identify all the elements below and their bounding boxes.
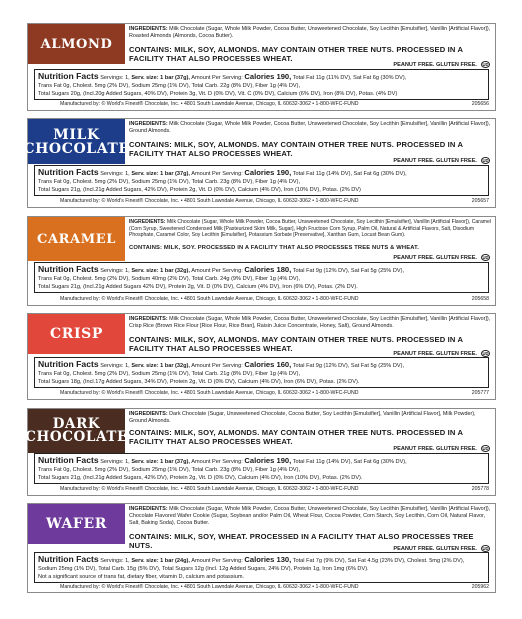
allergen-statement: CONTAINS: MILK, SOY, ALMONDS. MAY CONTAIN OTHER TREE NUTS. PROCESSED IN A FACILITY THAT ALSO PROCESSES WHEAT. (129, 428, 463, 446)
product-card-almond (27, 23, 496, 111)
manufacturer-line: Manufactured by: © World's Finest® Chocolate, Inc. • 4801 South Lawndale Avenue, Chicago, IL 60632-3062 • 1-800-WFC-FUND 205658 (60, 296, 489, 302)
product-badge: CRISP (28, 314, 125, 354)
product-badge: CARAMEL (28, 217, 125, 261)
allergen-claims: PEANUT FREE. GLUTEN FREE. UD (393, 350, 489, 357)
allergen-statement: CONTAINS: MILK, SOY. PROCESSED IN A FACILITY THAT ALSO PROCESSES TREE NUTS & WHEAT. (129, 245, 419, 251)
kosher-icon: UD (482, 351, 489, 356)
manufacturer-line: Manufactured by: © World's Finest® Chocolate, Inc. • 4801 South Lawndale Avenue, Chicago, IL 60632-3062 • 1-800-WFC-FUND 205656 (60, 101, 489, 107)
nutrition-facts-panel: Nutrition Facts Servings: 1, Serv. size: 1 bar (24g), Amount Per Serving: Calories 130, Total Fat 7g (9% DV), Sat Fat 4.5g (23% DV), Cholest. 5mg (2% DV), Sodium 25mg (1% DV), Total Carb. 15g (5% DV), Total Sugars 12g (Incl. 12g Added Sugars, 24% DV), Protein 1g, Iron 1mg (6% DV). Not a significant source of trans fat, dietary fiber, vitamin D, calcium and potassium. (34, 552, 489, 583)
allergen-statement: CONTAINS: MILK, SOY, ALMONDS. MAY CONTAIN OTHER TREE NUTS. PROCESSED IN A FACILITY THAT ALSO PROCESSES WHEAT. (129, 140, 463, 158)
allergen-claims: PEANUT FREE. GLUTEN FREE. UD (393, 445, 489, 452)
allergen-claims: PEANUT FREE. GLUTEN FREE. UD (393, 545, 489, 552)
product-badge: MILK CHOCOLATE (28, 119, 125, 164)
kosher-icon: UD (482, 446, 489, 451)
kosher-icon: UD (482, 255, 489, 260)
ingredients-text: INGREDIENTS: Milk Chocolate (Sugar, Whole Milk Powder, Cocoa Butter, Unsweetened Chocolate, Soy Lecithin [Emulsifier], Vanillin [Artificial Flavor]), Ground Almonds. (129, 121, 491, 135)
product-card-milk-chocolate (23, 118, 496, 208)
product-badge: ALMOND (28, 24, 125, 64)
nutrition-facts-panel: Nutrition Facts Servings: 1, Serv. size: 1 bar (37g), Amount Per Serving: Calories 190, Total Fat 11g (14% DV), Sat Fat 6g (30% DV), Trans Fat 0g, Cholest. 5mg (2% DV), Sodium 25mg (1% DV), Total Carb. 23g (8% DV), Fiber 1g (4% DV), Total Sugars 21g, (Incl.21g Added Sugars, 42% DV), Protein 2g, Vit. D (0% DV), Calcium (4% DV), Iron (10% DV), Potas. (2% DV). (34, 453, 489, 484)
product-card-wafer (27, 503, 496, 593)
allergen-statement: CONTAINS: MILK, SOY, ALMONDS. MAY CONTAIN OTHER TREE NUTS. PROCESSED IN A FACILITY THAT ALSO PROCESSES WHEAT. (129, 335, 463, 353)
nutrition-facts-panel: Nutrition Facts Servings: 1, Serv. size: 1 bar (32g), Amount Per Serving: Calories 180, Total Fat 9g (12% DV), Sat Fat 5g (25% DV), Trans Fat 0g, Cholest. 5mg (2% DV), Sodium 40mg (2% DV), Total Carb. 24g (9% DV), Fiber 1g (4% DV), Total Sugars 21g, (Incl.21g Added Sugars 42% DV), Protein 2g, Vit. D (0% DV), Calcium (4% DV), Iron (6% DV), Potas. (2% DV). (34, 262, 489, 293)
ingredients-text: INGREDIENTS: Milk Chocolate (Sugar, Whole Milk Powder, Cocoa Butter, Unsweetened Chocolate, Soy Lecithin [Emulsifier], Vanillin [Artificial Flavor]), Caramel (Corn Syrup, Sweetened Condensed Milk [Pasteurized Skim Milk, Sugar], High Fructose Corn Syrup, Palm Oil, Natural & Artificial Flavors, Salt, Disodium Phosphate, Caramel Color, Soy Lecithin [Emulsifier], Potassium Sorbate [Preservative], Xanthan Gum, Locust Bean Gum). (129, 219, 491, 239)
product-badge: WAFER (28, 504, 125, 544)
kosher-icon: UD (482, 546, 489, 551)
allergen-statement: CONTAINS: MILK, SOY, WHEAT. PROCESSED IN A FACILITY THAT ALSO PROCESSES TREE NUTS. (129, 532, 474, 550)
ingredients-text: INGREDIENTS: Milk Chocolate (Sugar, Whole Milk Powder, Cocoa Butter, Unsweetened Chocolate, Soy Lecithin [Emulsifier], Vanillin [Artificial Flavor]), Crisp Rice (Brown Rice Flour [Rice Flour, Rice Bran], Raisin Juice Concentrate, Honey, Salt), Ground Almonds. (129, 316, 491, 330)
ingredients-text: INGREDIENTS: Milk Chocolate (Sugar, Whole Milk Powder, Cocoa Butter, Unsweetened Chocolate, Soy Lecithin [Emulsifier], Vanillin [Artificial Flavor]), Roasted Almonds (Almonds, Cocoa Butter). (129, 26, 491, 40)
manufacturer-line: Manufactured by: © World's Finest® Chocolate, Inc. • 4801 South Lawndale Avenue, Chicago, IL 60632-3062 • 1-800-WFC-FUND 205962 (60, 584, 489, 590)
ingredients-text: INGREDIENTS: Milk Chocolate (Sugar, Whole Milk Powder, Cocoa Butter, Unsweetened Chocolate, Soy Lecithin [Emulsifier], Vanillin [Artificial Flavor]), Chocolate Flavored Wafer Cookie (Sugar, Soybean and/or Palm Oil, Wheat Flour, Cocoa Powder, Corn Starch, Soy Lecithin, Corn Oil, Natural Flavor, Salt, Baking Soda), Cocoa Butter. (129, 506, 491, 527)
nutrition-facts-panel: Nutrition Facts Servings: 1, Serv. size: 1 bar (37g), Amount Per Serving: Calories 190, Total Fat 11g (11% DV), Sat Fat 6g (30% DV), Trans Fat 0g, Cholest. 5mg (2% DV), Sodium 25mg (1% DV), Total Carb. 22g (8% DV), Fiber 1g (4% DV), Total Sugars 20g, (Incl.20g Added Sugars, 40% DV), Protein 3g, Vit. D (0% DV), Vit. C (0% DV), Calcium (6% DV), Iron (8% DV), Potas. (4% DV) (34, 69, 489, 100)
allergen-claims: PEANUT FREE. GLUTEN FREE. UD (393, 61, 489, 68)
product-card-dark-chocolate (27, 408, 496, 496)
nutrition-facts-panel: Nutrition Facts Servings: 1, Serv. size: 1 bar (37g), Amount Per Serving: Calories 190, Total Fat 11g (14% DV), Sat Fat 6g (30% DV), Trans Fat 0g, Cholest. 5mg (2% DV), Sodium 25mg (1% DV), Total Carb. 23g (8% DV), Fiber 1g (4% DV), Total Sugars 21g, (Incl.21g Added Sugars, 42% DV), Protein 2g, Vit. D (0% DV), Calcium (4% DV), Iron (10% DV), Potas. (2% DV) (34, 165, 489, 196)
manufacturer-line: Manufactured by: © World's Finest® Chocolate, Inc. • 4801 South Lawndale Avenue, Chicago, IL 60632-3062 • 1-800-WFC-FUND 205657 (60, 198, 489, 204)
manufacturer-line: Manufactured by: © World's Finest® Chocolate, Inc. • 4801 South Lawndale Avenue, Chicago, IL 60632-3062 • 1-800-WFC-FUND 205777 (60, 390, 489, 396)
manufacturer-line: Manufactured by: © World's Finest® Chocolate, Inc. • 4801 South Lawndale Avenue, Chicago, IL 60632-3062 • 1-800-WFC-FUND 205778 (60, 486, 489, 492)
product-badge: DARK CHOCOLATE (28, 409, 125, 453)
product-card-caramel (27, 216, 496, 306)
nutrition-facts-panel: Nutrition Facts Servings: 1, Serv. size: 1 bar (32g), Amount Per Serving: Calories 160, Total Fat 9g (12% DV), Sat Fat 5g (25% DV), Trans Fat 0g, Cholest. 5mg (2% DV), Sodium 25mg (1% DV), Total Carb. 21g (8% DV), Fiber 1g (4% DV), Total Sugars 18g, (Incl.17g Added Sugars, 34% DV), Protein 2g, Vit. D (0% DV), Calcium (4% DV), Iron (6% DV), Potas. (2% DV). (34, 357, 489, 388)
allergen-statement: CONTAINS: MILK, SOY, ALMONDS. MAY CONTAIN OTHER TREE NUTS. PROCESSED IN A FACILITY THAT ALSO PROCESSES WHEAT. (129, 45, 463, 63)
allergen-claims: PEANUT FREE. GLUTEN FREE. UD (393, 254, 489, 261)
product-card-crisp (27, 313, 496, 400)
ingredients-text: INGREDIENTS: Dark Chocolate (Sugar, Unsweetened Chocolate, Cocoa Butter, Soy Lecithin [Emulsifier], Vanillin [Artificial Flavor], Milk Powder), Ground Almonds. (129, 411, 476, 425)
allergen-claims: PEANUT FREE. GLUTEN FREE. UD (393, 157, 489, 164)
kosher-icon: UD (482, 62, 489, 67)
kosher-icon: UD (482, 158, 489, 163)
